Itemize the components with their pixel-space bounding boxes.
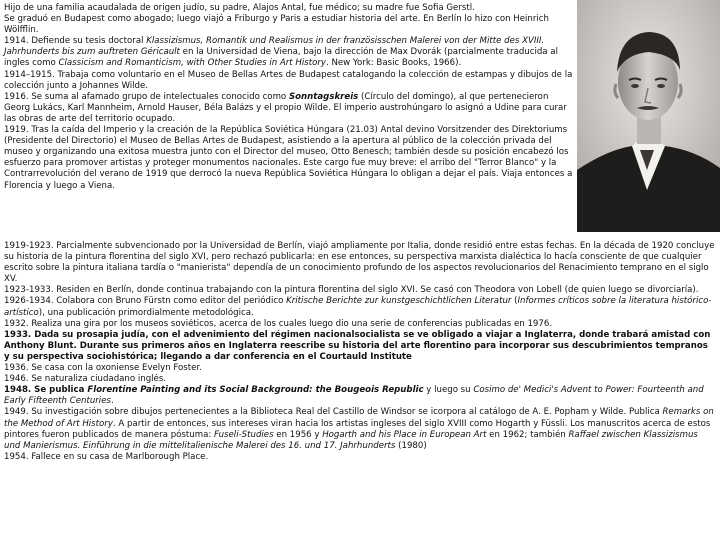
text-segment: 1919. Tras la caída del Imperio y la creación de la República Soviética Húngara (21.03) Antal devino Vorsitzender des Direktoriums (Presidente del Directorio) el Museo de Bellas Artes de Budapest, asistiendo a la apertura al público de la colección privada del museo y organizando una exitosa muestra junto con el Director del museo, Otto Benesch; también desde su posición encabezó los esfuerzo para promover artistas y proteger monumentos nacionales. Este cargo fue muy breve: el arribo del "Terror Blanco" y la Contrarrevolución del verano de 1919 que derrocó la nueva República Soviética Húngara lo obligan a dejar el país. Viaja entonces a Florencia y luego a Viena. [4,125,573,191]
text-segment: Remarks on the Method of Art History [4,407,714,429]
text-segment: Se graduó en Budapest como abogado; luego viajó a Friburgo y Paris a estudiar historia del arte. En Berlín lo hizo con Heinrich Wölfflin. [4,14,549,36]
text-segment: 1948. Se publica [4,385,88,396]
text-segment: ), una publicación primordialmente metodológica. [38,307,254,318]
portrait-image [577,0,720,232]
text-segment: Hogarth and his Place in European Art [322,429,487,440]
text-segment: 1949. Su investigación sobre dibujos pertenecientes a la Biblioteca Real del Castillo de Windsor se icorpora al catálogo de A. E. Popham y Wilde. Publica [4,407,663,418]
text-segment: (1980) [395,440,427,451]
biography-bottom-text [4,241,716,463]
text-segment: en la Universidad de Viena, bajo la dirección de Max Dvorák (parcialmente traducida al ingles como [4,47,558,69]
biography-top-text [4,3,576,192]
text-segment: Fuseli-Studies [214,429,274,440]
text-segment: 1946. Se naturaliza ciudadano inglés. [4,374,167,385]
paragraph [4,363,716,374]
paragraph [4,330,716,363]
paragraph [4,407,716,451]
text-segment: Cosimo de' Medici's Advent to Power: Fourteenth and Early Fifteenth Centuries [4,385,704,407]
text-segment: Klassizismus, Romantik und Realismus in der französisschen Malerei von der Mitte des XVIII. Jahrhunderts bis zum auftreten Géricault [4,36,545,58]
portrait-photo [577,0,720,232]
text-segment: ( [511,296,518,307]
text-segment: . A partir de entonces, sus intereses viran hacia los artistas ingleses del siglo XVIII como Hogarth y Füssli. Los manuscritos acerca de estos pintores fueron publicados de manera póstuma: [4,418,711,440]
paragraph [4,385,716,407]
text-segment: . [110,396,114,407]
paragraph [4,241,716,285]
text-segment: Classicism and Romanticism, with Other Studies in Art History [58,58,326,69]
text-segment: en 1962; también [486,429,569,440]
text-segment: (Círculo del domingo), al que pertenecieron Georg Lukács, Karl Mannheim, Arnold Hauser, Béla Balázs y el propio Wilde. El imperio austrohúngaro lo asignó a Udine para curar las obras de arte del territorio ocupado. [4,91,567,124]
paragraph [4,319,716,330]
text-segment: 1936. Se casa con la oxoniense Evelyn Foster. [4,363,202,374]
paragraph [4,285,716,296]
text-segment: 1923-1933. Residen en Berlín, donde continua trabajando con la pintura florentina del siglo XVI. Se casó con Theodora von Lobell (de quien luego se divorciaría). [4,285,699,296]
text-segment: 1954. Fallece en su casa de Marlborough Place. [4,451,209,462]
paragraph [4,125,576,192]
paragraph [4,452,716,463]
text-segment: Kritische Berichte zur kunstgeschichtlichen Literatur [286,296,512,307]
paragraph [4,3,576,14]
text-segment: Raffael zwischen Klassizismus und Manierismus. Einführung in die mittelitalienische Malerei des 16. und 17. Jahrhunderts [4,429,698,451]
text-segment: 1919-1923. Parcialmente subvencionado por la Universidad de Berlín, viajó ampliamente por Italia, donde residió entre estas fechas. En la década de 1920 concluye su historia de la pintura florentina del siglo XVI, pero rechazó publicarla: en ese entonces, su perspectiva marxista dialéctica lo hacía consciente de que cualquier escrito sobre la pintura italiana tardía o "manierista" dependía de un conocimiento profundo de los aspectos revolucionarios del Renacimiento temprano en el siglo XV. [4,241,715,285]
paragraph [4,374,716,385]
text-segment: Florentine Painting and its Social Background: the Bougeois Republic [87,385,424,396]
text-segment: 1914–1915. Trabaja como voluntario en el Museo de Bellas Artes de Budapest catalogando la colección de estampas y dibujos de la colección junto a Johannes Wilde. [4,69,573,91]
paragraph [4,36,576,69]
text-segment: 1914. Defiende su tesis doctoral [4,36,147,47]
paragraph [4,296,716,318]
paragraph [4,92,576,125]
text-segment: Hijo de una familia acaudalada de origen judío, su padre, Alajos Antal, fue médico; su madre fue Sofia Gerstl. [4,3,475,13]
paragraph [4,70,576,92]
text-segment: Sonntagskreis [288,91,359,102]
text-segment: 1933. [4,329,35,340]
text-segment: en 1956 y [273,429,323,440]
text-segment: Informes críticos sobre la literatura histórico-artístico [4,296,712,318]
paragraph [4,14,576,36]
text-segment: y luego su [423,385,474,396]
text-segment: Dada su prosapia judía, con el advenimiento del régimen nacionalsocialista se ve obligado a viajar a Inglaterra, donde trabará amistad con Anthony Blunt. Durante sus primeros años en Inglaterra reescribe su historia del arte florentino para incorporar sus descubrimientos tempranos y su perspectiva sociohistórica; llegando a dar conferencia en el Courtauld Institute [4,329,711,362]
text-segment: 1916. Se suma al afamado grupo de intelectuales conocido como [4,91,289,102]
text-segment: . New York: Basic Books, 1966). [325,58,462,69]
text-segment: 1932. Realiza una gira por los museos soviéticos, acerca de los cuales luego dio una serie de conferencias publicadas en 1976. [4,318,553,329]
text-segment: 1926-1934. Colabora con Bruno Fürstn como editor del periódico [4,296,287,307]
